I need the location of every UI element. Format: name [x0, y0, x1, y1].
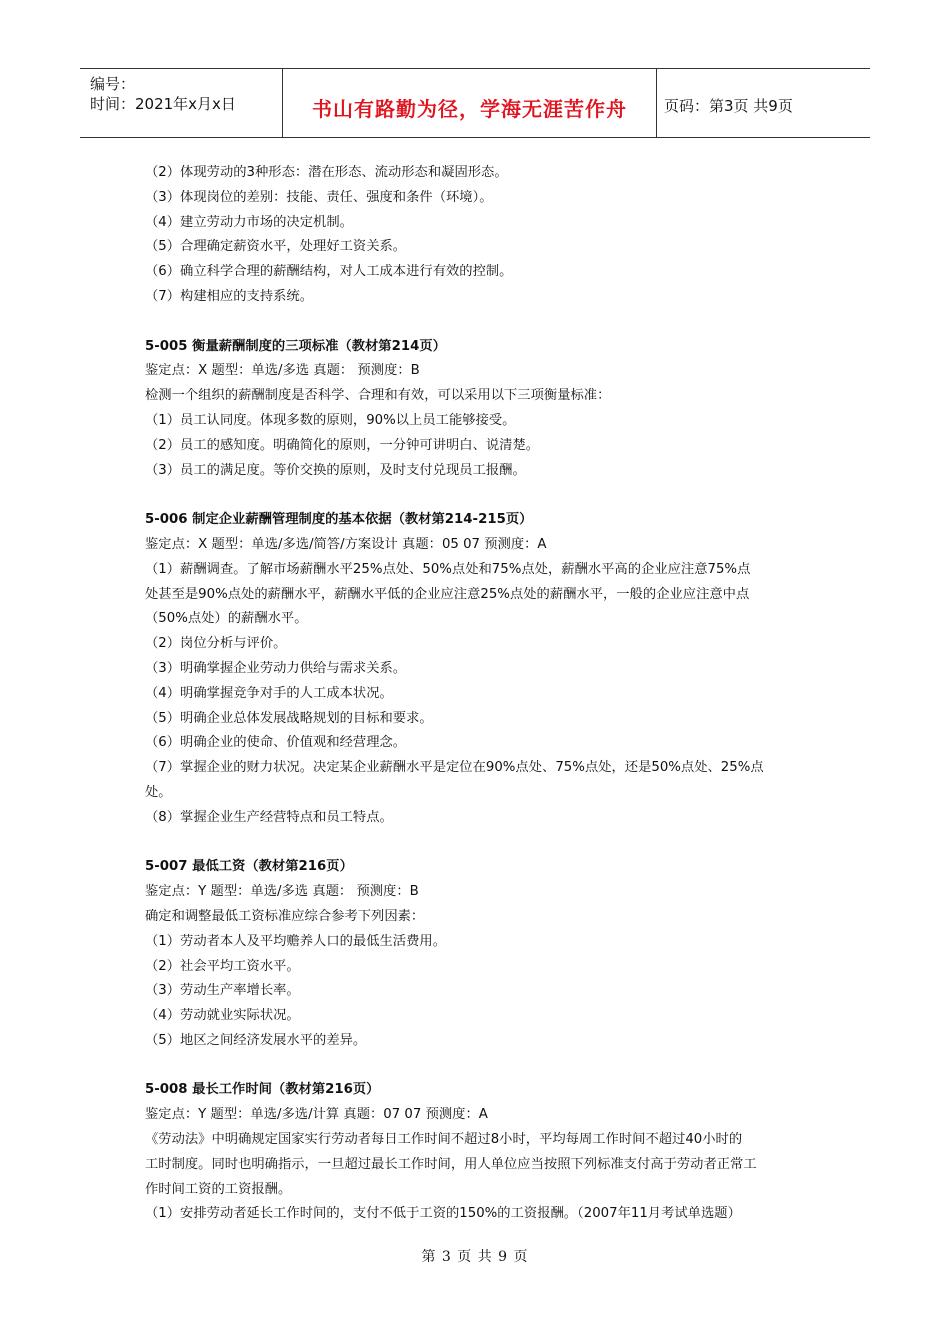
section-heading: 5-006 制定企业薪酬管理制度的基本依据（教材第214-215页）	[145, 512, 533, 528]
body-line: （7）掌握企业的财力状况。决定某企业薪酬水平是定位在90%点处、75%点处，还是50%点处、25%点	[145, 760, 764, 776]
body-line: 检测一个组织的薪酬制度是否科学、合理和有效，可以采用以下三项衡量标准：	[145, 388, 611, 404]
blank-line	[145, 831, 815, 856]
body-line: （1）安排劳动者延长工作时间的，支付不低于工资的150%的工资报酬。（2007年11月考试单选题）	[145, 1206, 741, 1222]
body-line: 作时间工资的工资报酬。	[145, 1181, 292, 1197]
header-page-info: 页码：第3页 共9页	[664, 97, 793, 115]
blank-line	[145, 1054, 815, 1079]
document-date-label: 时间：2021年x月x日	[90, 95, 236, 113]
body-line: 鉴定点：X 题型：单选/多选 真题： 预测度：B	[145, 363, 420, 379]
body-line: （5）地区之间经济发展水平的差异。	[145, 1032, 367, 1048]
body-line: （6）确立科学合理的薪酬结构，对人工成本进行有效的控制。	[145, 264, 513, 280]
page-header	[80, 68, 870, 138]
body-line: 《劳动法》中明确规定国家实行劳动者每日工作时间不超过8小时，平均每周工作时间不超过40小时的	[145, 1132, 743, 1148]
header-page-cell	[657, 69, 870, 137]
header-motto-cell	[283, 69, 657, 137]
body-line: （3）明确掌握企业劳动力供给与需求关系。	[145, 660, 407, 676]
header-meta-cell	[80, 69, 283, 137]
section-heading: 5-005 衡量薪酬制度的三项标准（教材第214页）	[145, 338, 446, 354]
body-line: （3）劳动生产率增长率。	[145, 983, 300, 999]
body-line: （2）体现劳动的3种形态：潜在形态、流动形态和凝固形态。	[145, 165, 508, 180]
page-footer: 第 3 页 共 9 页	[421, 1249, 529, 1265]
document-number-label: 编号：	[90, 75, 136, 93]
section-heading: 5-007 最低工资（教材第216页）	[145, 859, 353, 875]
body-line: 鉴定点：Y 题型：单选/多选/计算 真题：07 07 预测度：A	[145, 1107, 488, 1123]
section-heading: 5-008 最长工作时间（教材第216页）	[145, 1082, 380, 1098]
body-line: （5）明确企业总体发展战略规划的目标和要求。	[145, 710, 433, 726]
body-line: （1）劳动者本人及平均赡养人口的最低生活费用。	[145, 933, 446, 949]
body-line: （2）员工的感知度。明确简化的原则，一分钟可讲明白、说清楚。	[145, 437, 540, 453]
body-line: （3）体现岗位的差别：技能、责任、强度和条件（环境）。	[145, 189, 493, 205]
blank-line	[145, 483, 815, 508]
document-body	[145, 161, 815, 1227]
body-line: （2）岗位分析与评价。	[145, 636, 287, 652]
body-line: 工时制度。同时也明确指示，一旦超过最长工作时间，用人单位应当按照下列标准支付高于劳动者正常工	[145, 1156, 757, 1172]
body-line: （4）劳动就业实际状况。	[145, 1008, 300, 1024]
body-line: （50%点处）的薪酬水平。	[145, 611, 308, 627]
body-line: 处。	[145, 784, 172, 800]
body-line: （2）社会平均工资水平。	[145, 958, 300, 974]
body-line: （8）掌握企业生产经营特点和员工特点。	[145, 809, 393, 825]
body-line: 鉴定点：X 题型：单选/多选/简答/方案设计 真题：05 07 预测度：A	[145, 536, 547, 552]
blank-line	[145, 310, 815, 335]
body-line: （3）员工的满足度。等价交换的原则，及时支付兑现员工报酬。	[145, 462, 526, 478]
body-line: （1）薪酬调查。了解市场薪酬水平25%点处、50%点处和75%点处，薪酬水平高的企业应注意75%点	[145, 561, 751, 577]
body-line: 确定和调整最低工资标准应综合参考下列因素：	[145, 908, 425, 924]
header-motto: 书山有路勤为径，学海无涯苦作舟	[312, 97, 627, 121]
body-line: （5）合理确定薪资水平，处理好工资关系。	[145, 239, 407, 255]
body-line: （4）明确掌握竞争对手的人工成本状况。	[145, 685, 393, 701]
body-line: （1）员工认同度。体现多数的原则，90%以上员工能够接受。	[145, 412, 516, 428]
body-line: （4）建立劳动力市场的决定机制。	[145, 214, 353, 230]
body-line: （7）构建相应的支持系统。	[145, 288, 314, 304]
body-line: （6）明确企业的使命、价值观和经营理念。	[145, 735, 407, 751]
body-line: 处甚至是90%点处的薪酬水平，薪酬水平低的企业应注意25%点处的薪酬水平，一般的企业应注意中点	[145, 586, 750, 602]
body-line: 鉴定点：Y 题型：单选/多选 真题： 预测度：B	[145, 884, 419, 900]
